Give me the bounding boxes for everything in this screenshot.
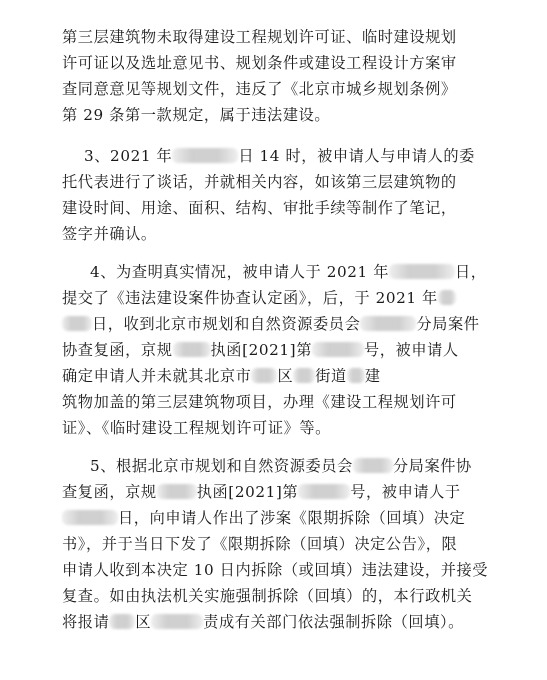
text-segment: 申请人收到本决定 10 日内拆除（或回填）违法建设，并接受 — [62, 561, 489, 579]
text-segment: 提交了《违法建设案件协查认定函》，后，于 2021 年 — [62, 289, 438, 307]
text-line — [0, 27, 547, 47]
text-segment: 建设时间、用途、面积、结构、审批手续等制作了笔记， — [62, 199, 457, 217]
text-segment: 许可证以及选址意见书、规划条件或建设工程设计方案审 — [62, 54, 457, 72]
text-line — [0, 262, 547, 282]
text-line — [0, 534, 547, 554]
redacted-block — [353, 458, 393, 473]
text-line — [0, 612, 547, 632]
text-line — [0, 198, 547, 218]
text-line — [0, 105, 547, 125]
text-segment: 建 — [364, 367, 381, 385]
text-segment: 查同意意见等规划文件，违反了《北京市城乡规划条例》 — [62, 80, 457, 98]
text-segment: 日，向申请人作出了涉案《限期拆除（回填）决定 — [118, 509, 466, 527]
text-line — [0, 146, 547, 166]
text-segment: 第 29 条第一款规定，属于违法建设。 — [62, 106, 331, 124]
text-line — [0, 508, 547, 528]
redacted-block — [109, 614, 135, 629]
text-line — [0, 340, 547, 360]
text-segment: 执函[2021]第 — [210, 341, 312, 359]
redacted-block — [312, 342, 364, 357]
text-segment: 分局案件协 — [392, 457, 472, 475]
redacted-block — [347, 368, 365, 383]
redacted-block — [157, 484, 197, 499]
redacted-block — [298, 484, 350, 499]
text-line — [0, 79, 547, 99]
text-segment: 4、为查明真实情况，被申请人于 2021 年 — [90, 263, 389, 281]
text-segment: 确定申请人并未就其北京市 — [62, 367, 252, 385]
redacted-block — [173, 342, 211, 357]
text-line — [0, 53, 547, 73]
redacted-block — [293, 368, 315, 383]
text-line — [0, 586, 547, 606]
text-line — [0, 172, 547, 192]
text-segment: 复查。如由执法机关实施强制拆除（回填）的，本行政机关 — [62, 587, 473, 605]
redacted-block — [151, 614, 203, 629]
text-segment: 托代表进行了谈话，并就相关内容，如该第三层建筑物的 — [62, 173, 457, 191]
text-segment: 筑物加盖的第三层建筑物项目，办理《建设工程规划许可 — [62, 393, 457, 411]
text-line — [0, 366, 547, 386]
text-segment: 区 — [277, 367, 294, 385]
redacted-block — [389, 264, 455, 279]
text-segment: 责成有关部门依法强制拆除（回填）。 — [203, 613, 464, 631]
text-segment: 查复函，京规 — [62, 483, 157, 501]
text-line — [0, 418, 547, 438]
text-segment: 第三层建筑物未取得建设工程规划许可证、临时建设规划 — [62, 28, 457, 46]
text-segment: 号，被申请人 — [363, 341, 459, 359]
text-segment: 日， — [454, 263, 487, 281]
text-line — [0, 456, 547, 476]
text-segment: 3、2021 年 — [84, 147, 173, 165]
text-line — [0, 392, 547, 412]
text-segment: 日 14 时，被申请人与申请人的委 — [238, 147, 475, 165]
text-segment: 街道 — [315, 367, 347, 385]
redacted-block — [62, 316, 92, 331]
text-segment: 区 — [135, 613, 152, 631]
text-segment: 协查复函，京规 — [62, 341, 173, 359]
text-segment: 日，收到北京市规划和自然资源委员会 — [92, 315, 361, 333]
redacted-block — [360, 316, 416, 331]
text-segment: 证》、《临时建设工程规划许可证》等。 — [62, 419, 331, 437]
text-segment: 将报请 — [62, 613, 110, 631]
text-segment: 执函[2021]第 — [196, 483, 299, 501]
text-line — [0, 314, 547, 334]
redacted-block — [251, 368, 277, 383]
redacted-block — [172, 148, 238, 163]
text-segment: 号，被申请人于 — [350, 483, 461, 501]
text-segment: 5、根据北京市规划和自然资源委员会 — [90, 457, 353, 475]
redacted-block — [62, 510, 118, 525]
redacted-block — [438, 290, 456, 305]
text-line — [0, 288, 547, 308]
text-segment: 书》，并于当日下发了《限期拆除（回填）决定公告》，限 — [62, 535, 458, 553]
text-segment: 签字并确认。 — [62, 225, 157, 243]
text-segment: 分局案件 — [416, 315, 480, 333]
text-line — [0, 482, 547, 502]
text-line — [0, 224, 547, 244]
text-line — [0, 560, 547, 580]
